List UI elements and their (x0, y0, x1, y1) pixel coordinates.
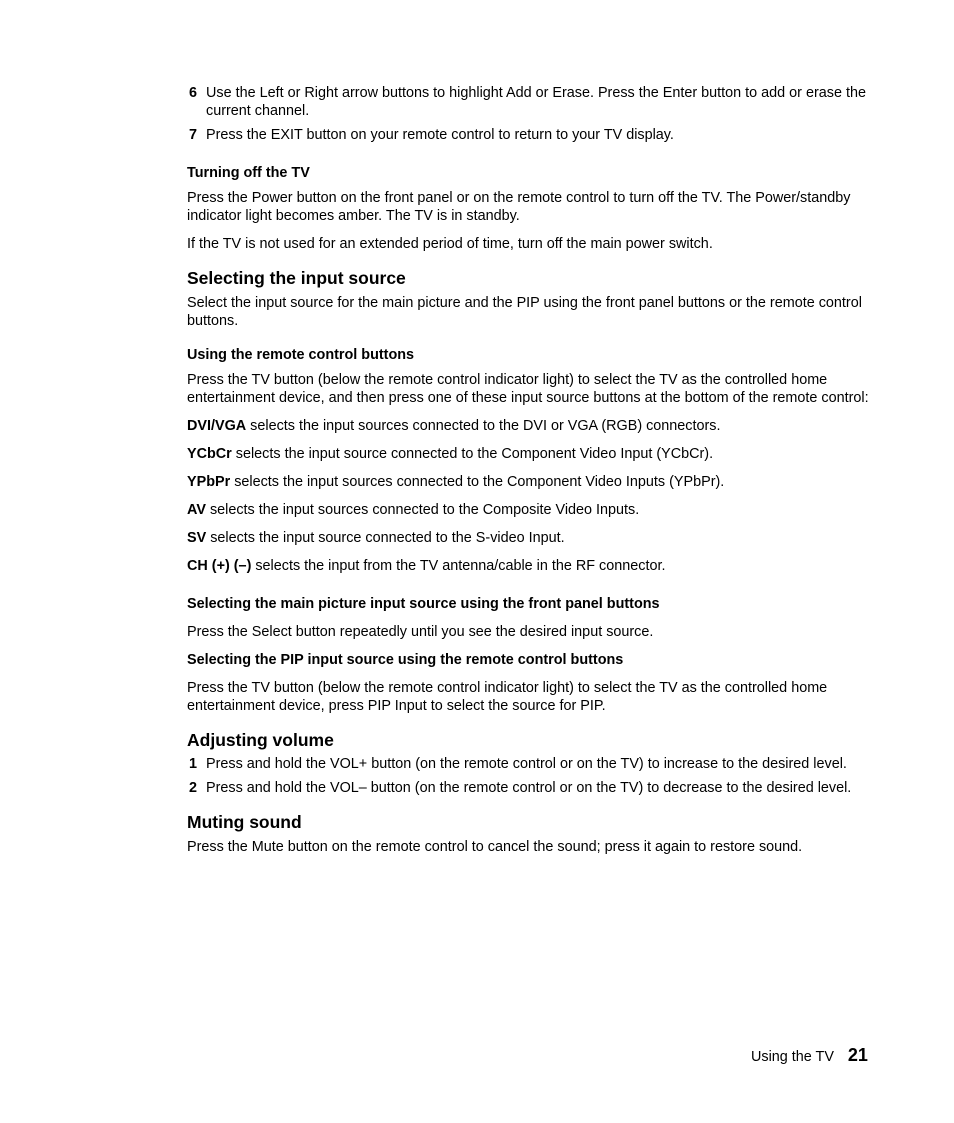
definition-sv (187, 529, 887, 547)
step-6 (187, 84, 887, 120)
definition-ycbcr (187, 445, 887, 463)
step-number: 2 (189, 780, 198, 796)
step-text: Press and hold the VOL+ button (on the remote control or on the TV) to increase to the desired level. (206, 756, 847, 772)
definition-ch (187, 557, 887, 575)
step-text: Use the Left or Right arrow buttons to highlight Add or Erase. Press the Enter button to add or erase the current channel. (206, 85, 866, 119)
remote-buttons-heading: Using the remote control buttons (187, 347, 415, 363)
definition-text: selects the input source connected to the S-video Input. (210, 530, 565, 546)
definition-term: YPbPr (187, 474, 231, 490)
input-source-heading: Selecting the input source (187, 268, 406, 288)
definition-term: SV (187, 530, 207, 546)
footer-section-title: Using the TV (751, 1049, 834, 1065)
remote-buttons-paragraph: Press the TV button (below the remote control indicator light) to select the TV as the controlled home entertainment device, and then press one of these input source buttons at the bottom of the remote control: (187, 372, 869, 406)
main-picture-paragraph: Press the Select button repeatedly until you see the desired input source. (187, 624, 654, 640)
input-source-intro: Select the input source for the main picture and the PIP using the front panel buttons or the remote control buttons. (187, 295, 862, 329)
definition-av (187, 501, 887, 519)
definition-text: selects the input source connected to the Component Video Input (YCbCr). (235, 446, 714, 462)
definition-term: DVI/VGA (187, 418, 247, 434)
pip-paragraph: Press the TV button (below the remote control indicator light) to select the TV as the controlled home entertainment device, press PIP Input to select the source for PIP. (187, 680, 828, 714)
definition-term: AV (187, 502, 206, 518)
step-7 (187, 126, 887, 144)
pip-heading: Selecting the PIP input source using the remote control buttons (187, 652, 624, 668)
definition-text: selects the input sources connected to the Composite Video Inputs. (209, 502, 640, 518)
definition-text: selects the input sources connected to the DVI or VGA (RGB) connectors. (250, 418, 721, 434)
step-number: 7 (189, 127, 198, 143)
page-content (187, 84, 887, 856)
muting-heading: Muting sound (187, 812, 302, 832)
page-footer (751, 1045, 868, 1067)
turning-off-heading: Turning off the TV (187, 165, 310, 181)
page-number: 21 (847, 1045, 868, 1065)
step-number: 6 (189, 85, 198, 101)
definition-text: selects the input sources connected to the Component Video Inputs (YPbPr). (234, 474, 725, 490)
turning-off-paragraph-2: If the TV is not used for an extended period of time, turn off the main power switch. (187, 236, 713, 252)
definition-term: YCbCr (187, 446, 232, 462)
definition-text: selects the input from the TV antenna/cable in the RF connector. (255, 558, 666, 574)
muting-paragraph: Press the Mute button on the remote control to cancel the sound; press it again to restore sound. (187, 839, 803, 855)
definition-ypbpr (187, 473, 887, 491)
main-picture-heading: Selecting the main picture input source using the front panel buttons (187, 596, 660, 612)
step-text: Press and hold the VOL– button (on the remote control or on the TV) to decrease to the desired level. (206, 780, 852, 796)
volume-heading: Adjusting volume (187, 730, 334, 750)
step-text: Press the EXIT button on your remote control to return to your TV display. (206, 127, 674, 143)
step-number: 1 (189, 756, 198, 772)
volume-step-1 (187, 755, 887, 773)
definition-term: CH (+) (–) (187, 558, 252, 574)
turning-off-paragraph-1: Press the Power button on the front panel or on the remote control to turn off the TV. The Power/standby indicator light becomes amber. The TV is in standby. (187, 190, 851, 224)
definition-dvi-vga (187, 417, 887, 435)
volume-step-2 (187, 779, 887, 797)
